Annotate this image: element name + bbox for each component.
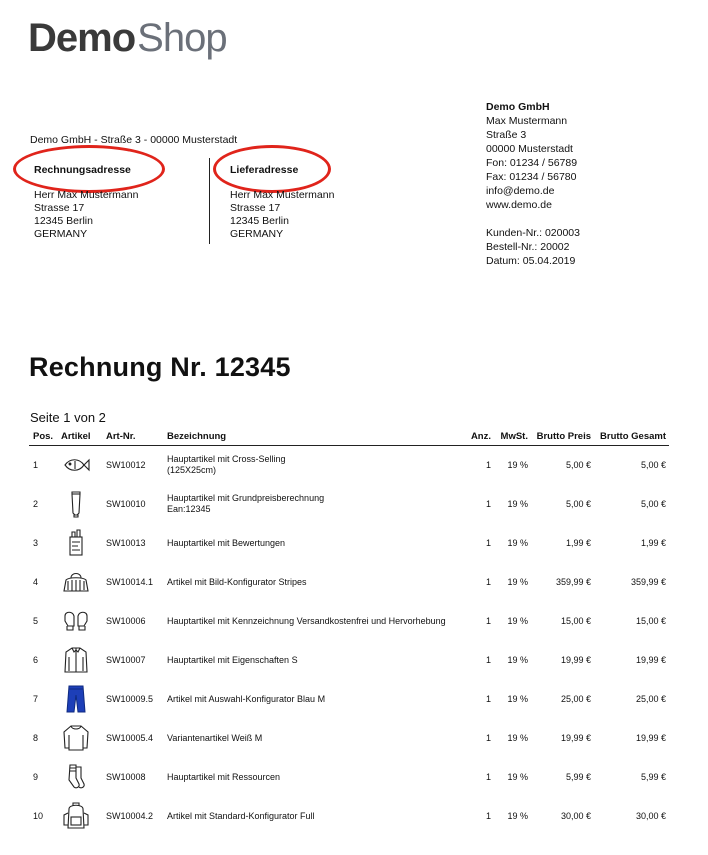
row-desc-line2: Ean:12345 bbox=[167, 504, 211, 514]
row-qty: 1 bbox=[485, 655, 491, 665]
header-art-no: Art-Nr. bbox=[106, 431, 136, 442]
billing-title: Rechnungsadresse bbox=[34, 164, 131, 176]
row-desc: Artikel mit Bild-Konfigurator Stripes bbox=[167, 577, 307, 587]
table-header bbox=[29, 428, 669, 446]
company-email: info@demo.de bbox=[486, 185, 555, 197]
row-total: 359,99 € bbox=[630, 577, 666, 587]
page-info: Seite 1 von 2 bbox=[30, 410, 106, 425]
row-art-no: SW10005.4 bbox=[106, 733, 154, 743]
row-pos: 6 bbox=[33, 655, 39, 665]
jacket-icon bbox=[61, 645, 91, 675]
sender-line: Demo GmbH - Straße 3 - 00000 Musterstadt bbox=[30, 134, 238, 146]
mittens-icon bbox=[61, 606, 91, 636]
row-desc: Artikel mit Auswahl-Konfigurator Blau M bbox=[167, 694, 326, 704]
row-total: 5,99 € bbox=[640, 772, 666, 782]
row-pos: 5 bbox=[33, 616, 39, 626]
row-price: 25,00 € bbox=[560, 694, 591, 704]
row-desc-line2: (125X25cm) bbox=[167, 465, 217, 475]
table-row bbox=[29, 524, 669, 563]
invoice-title: Rechnung Nr. 12345 bbox=[29, 352, 291, 382]
shipping-line: Strasse 17 bbox=[230, 202, 281, 214]
row-qty: 1 bbox=[485, 616, 491, 626]
billing-line: Herr Max Mustermann bbox=[34, 189, 139, 201]
billing-line: GERMANY bbox=[34, 228, 88, 240]
row-desc: Hauptartikel mit Eigenschaften S bbox=[167, 655, 298, 665]
row-desc: Hauptartikel mit Kennzeichnung Versandkostenfrei und Hervorhebung bbox=[167, 616, 446, 626]
header-article: Artikel bbox=[61, 431, 91, 442]
table-row bbox=[29, 446, 669, 485]
bottles-icon bbox=[61, 528, 91, 558]
row-desc-line1: Hauptartikel mit Grundpreisberechnung bbox=[167, 493, 325, 503]
row-price: 1,99 € bbox=[565, 538, 591, 548]
table-row bbox=[29, 563, 669, 602]
row-tax: 19 % bbox=[507, 694, 528, 704]
table-row bbox=[29, 797, 669, 836]
row-art-no: SW10013 bbox=[106, 538, 146, 548]
row-art-no: SW10006 bbox=[106, 616, 146, 626]
row-qty: 1 bbox=[485, 538, 491, 548]
row-price: 5,99 € bbox=[565, 772, 591, 782]
billing-line: 12345 Berlin bbox=[34, 215, 93, 227]
row-pos: 7 bbox=[33, 694, 39, 704]
row-total: 25,00 € bbox=[635, 694, 666, 704]
logo-bold-text: Demo bbox=[28, 16, 136, 60]
billing-line: Strasse 17 bbox=[34, 202, 85, 214]
row-qty: 1 bbox=[485, 499, 491, 509]
tube-icon bbox=[61, 489, 91, 519]
header-tax: MwSt. bbox=[500, 431, 528, 442]
row-qty: 1 bbox=[485, 694, 491, 704]
shop-logo bbox=[28, 14, 227, 62]
row-total: 15,00 € bbox=[635, 616, 666, 626]
row-art-no: SW10014.1 bbox=[106, 577, 154, 587]
invoice-date: Datum: 05.04.2019 bbox=[486, 255, 576, 267]
row-price: 5,00 € bbox=[565, 460, 591, 470]
row-total: 19,99 € bbox=[635, 733, 666, 743]
shipping-line: 12345 Berlin bbox=[230, 215, 289, 227]
row-tax: 19 % bbox=[507, 499, 528, 509]
invoice-table bbox=[29, 428, 669, 836]
row-desc bbox=[167, 493, 324, 515]
row-desc: Hauptartikel mit Bewertungen bbox=[167, 538, 286, 548]
row-art-no: SW10009.5 bbox=[106, 694, 154, 704]
fish-icon bbox=[61, 450, 91, 480]
header-pos: Pos. bbox=[33, 431, 54, 442]
row-pos: 8 bbox=[33, 733, 39, 743]
company-info bbox=[486, 100, 580, 268]
row-tax: 19 % bbox=[507, 460, 528, 470]
row-price: 359,99 € bbox=[555, 577, 591, 587]
company-fax: Fax: 01234 / 56780 bbox=[486, 171, 577, 183]
pants-icon bbox=[61, 684, 91, 714]
row-price: 15,00 € bbox=[560, 616, 591, 626]
table-row bbox=[29, 602, 669, 641]
row-total: 19,99 € bbox=[635, 655, 666, 665]
row-desc-line1: Hauptartikel mit Cross-Selling bbox=[167, 454, 286, 464]
row-qty: 1 bbox=[485, 811, 491, 821]
row-pos: 10 bbox=[33, 811, 44, 821]
row-price: 30,00 € bbox=[560, 811, 591, 821]
row-price: 5,00 € bbox=[565, 499, 591, 509]
row-qty: 1 bbox=[485, 577, 491, 587]
row-desc: Hauptartikel mit Ressourcen bbox=[167, 772, 281, 782]
row-tax: 19 % bbox=[507, 655, 528, 665]
row-total: 30,00 € bbox=[635, 811, 666, 821]
shipping-title: Lieferadresse bbox=[230, 164, 299, 176]
row-qty: 1 bbox=[485, 733, 491, 743]
row-price: 19,99 € bbox=[560, 655, 591, 665]
row-art-no: SW10004.2 bbox=[106, 811, 154, 821]
row-total: 1,99 € bbox=[640, 538, 666, 548]
row-art-no: SW10007 bbox=[106, 655, 146, 665]
row-pos: 4 bbox=[33, 577, 39, 587]
row-qty: 1 bbox=[485, 460, 491, 470]
row-tax: 19 % bbox=[507, 811, 528, 821]
row-total: 5,00 € bbox=[640, 460, 666, 470]
row-total: 5,00 € bbox=[640, 499, 666, 509]
shipping-line: Herr Max Mustermann bbox=[230, 189, 335, 201]
logo-light-text: Shop bbox=[137, 16, 227, 60]
header-desc: Bezeichnung bbox=[167, 431, 227, 442]
customer-number: Kunden-Nr.: 020003 bbox=[486, 227, 580, 239]
row-pos: 2 bbox=[33, 499, 39, 509]
row-tax: 19 % bbox=[507, 616, 528, 626]
row-pos: 3 bbox=[33, 538, 39, 548]
company-phone: Fon: 01234 / 56789 bbox=[486, 157, 578, 169]
row-art-no: SW10012 bbox=[106, 460, 146, 470]
row-tax: 19 % bbox=[507, 772, 528, 782]
table-row bbox=[29, 485, 669, 524]
row-tax: 19 % bbox=[507, 538, 528, 548]
company-name: Demo GmbH bbox=[486, 101, 550, 113]
shipping-address bbox=[230, 164, 334, 241]
row-pos: 9 bbox=[33, 772, 39, 782]
company-web: www.demo.de bbox=[486, 199, 552, 211]
header-price: Brutto Preis bbox=[536, 431, 591, 442]
row-art-no: SW10008 bbox=[106, 772, 146, 782]
row-desc bbox=[167, 454, 286, 476]
backpack-icon bbox=[61, 801, 91, 831]
header-qty: Anz. bbox=[470, 431, 491, 442]
bag-icon bbox=[61, 567, 91, 597]
company-street: Straße 3 bbox=[486, 129, 527, 141]
billing-address bbox=[34, 164, 138, 241]
table-row bbox=[29, 758, 669, 797]
row-tax: 19 % bbox=[507, 577, 528, 587]
address-divider bbox=[209, 158, 210, 244]
row-desc: Artikel mit Standard-Konfigurator Full bbox=[167, 811, 315, 821]
order-number: Bestell-Nr.: 20002 bbox=[486, 241, 570, 253]
row-desc: Variantenartikel Weiß M bbox=[167, 733, 263, 743]
table-row bbox=[29, 680, 669, 719]
shirt-icon bbox=[61, 723, 91, 753]
row-pos: 1 bbox=[33, 460, 39, 470]
row-qty: 1 bbox=[485, 772, 491, 782]
table-row bbox=[29, 719, 669, 758]
shipping-line: GERMANY bbox=[230, 228, 284, 240]
row-price: 19,99 € bbox=[560, 733, 591, 743]
table-row bbox=[29, 641, 669, 680]
header-total: Brutto Gesamt bbox=[600, 431, 666, 442]
row-tax: 19 % bbox=[507, 733, 528, 743]
company-contact: Max Mustermann bbox=[486, 115, 568, 127]
company-city: 00000 Musterstadt bbox=[486, 143, 573, 155]
socks-icon bbox=[61, 762, 91, 792]
row-art-no: SW10010 bbox=[106, 499, 146, 509]
